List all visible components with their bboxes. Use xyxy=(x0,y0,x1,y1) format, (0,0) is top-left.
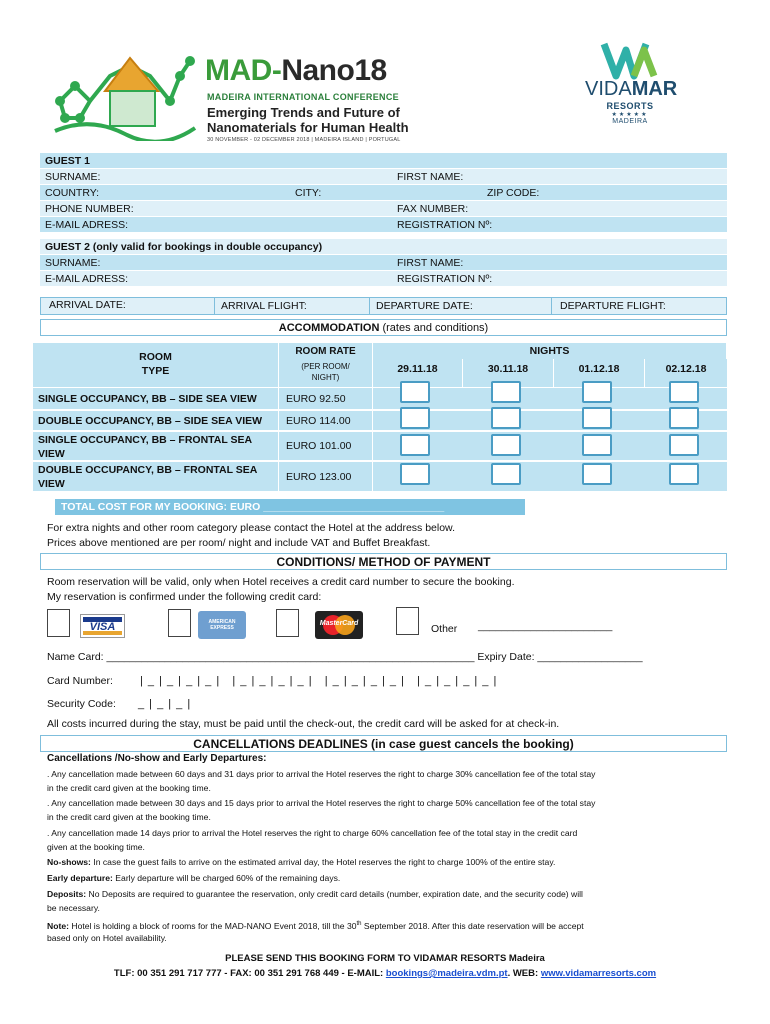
note-policy-cont: based only on Hotel availability. xyxy=(47,933,167,943)
guest2-email-row[interactable]: E-MAIL ADRESS: REGISTRATION Nº: xyxy=(40,271,727,287)
card-number-label: Card Number: xyxy=(47,675,113,687)
guest1-address-row[interactable]: COUNTRY: CITY: ZIP CODE: xyxy=(40,185,727,201)
night-checkbox[interactable] xyxy=(669,434,699,456)
payment-condition: Room reservation will be valid, only when Hotel receives a credit card number to secure the booking. xyxy=(47,576,515,588)
other-card-label: Other xyxy=(431,623,458,635)
nanostructure-house-icon xyxy=(50,46,200,141)
mastercard-checkbox[interactable] xyxy=(276,609,299,637)
card-number-field[interactable]: | _ | _ | _ | _ | | _ | _ | _ | _ | | _ | _ | _ | _ | | _ | _ | _ | _ | xyxy=(140,675,498,687)
name-card-field[interactable]: Name Card: _______________________________________________________________ Expiry Date: __________________ xyxy=(47,651,643,663)
cancellation-policy-3-cont: given at the booking time. xyxy=(47,842,145,852)
noshow-policy: No-shows: In case the guest fails to arrive on the estimated arrival day, the Hotel reserves the right to charge 100% of the entire stay. xyxy=(47,857,556,867)
night-checkbox[interactable] xyxy=(582,463,612,485)
security-code-label: Security Code: xyxy=(47,698,116,710)
other-card-field[interactable]: _______________________ xyxy=(478,620,613,632)
other-card-checkbox[interactable] xyxy=(396,607,419,635)
night-checkbox[interactable] xyxy=(582,381,612,403)
night-checkbox[interactable] xyxy=(669,407,699,429)
guest2-title: GUEST 2 (only valid for bookings in double occupancy) xyxy=(40,239,727,255)
total-cost-field[interactable]: TOTAL COST FOR MY BOOKING: EURO _______________________________ xyxy=(55,499,525,515)
conference-logo xyxy=(50,40,470,145)
conference-theme-line2: Nanomaterials for Human Health xyxy=(207,120,409,135)
night-checkbox[interactable] xyxy=(400,381,430,403)
guest1-name-row[interactable]: SURNAME: FIRST NAME: xyxy=(40,169,727,185)
room-row: SINGLE OCCUPANCY, BB – FRONTAL SEA VIEW EURO 101.00 xyxy=(33,431,727,460)
cancellation-policy-2: . Any cancellation made between 30 days and 15 days prior to arrival the Hotel reserves the right to charge 50% cancellation fee of the total stay xyxy=(47,798,596,808)
arrival-flight-label: ARRIVAL FLIGHT: xyxy=(214,298,307,314)
checkout-note: All costs incurred during the stay, must be paid until the check-out, the credit card will be asked for at check-in. xyxy=(47,718,560,730)
guest1-title: GUEST 1 xyxy=(40,153,727,169)
guest2-section xyxy=(40,239,727,289)
deposits-policy: Deposits: No Deposits are required to guarantee the reservation, only credit card details (number, expiration date, and the security code) will xyxy=(47,889,583,899)
cancellation-policy-3: . Any cancellation made 14 days prior to arrival the Hotel reserves the right to charge 60% cancellation fee of the total stay in the credit card xyxy=(47,828,578,838)
night-checkbox[interactable] xyxy=(491,407,521,429)
amex-checkbox[interactable] xyxy=(168,609,191,637)
night-checkbox[interactable] xyxy=(491,463,521,485)
cancellations-section-title: CANCELLATIONS DEADLINES (in case guest cancels the booking) xyxy=(40,735,727,752)
conference-subtitle: MADEIRA INTERNATIONAL CONFERENCE xyxy=(207,92,399,102)
night-checkbox[interactable] xyxy=(400,407,430,429)
room-row: SINGLE OCCUPANCY, BB – SIDE SEA VIEW EURO 92.50 xyxy=(33,387,727,409)
night-checkbox[interactable] xyxy=(400,463,430,485)
departure-date-label: DEPARTURE DATE: xyxy=(369,298,473,314)
guest2-name-row[interactable]: SURNAME: FIRST NAME: xyxy=(40,255,727,271)
early-departure-policy: Early departure: Early departure will be charged 60% of the remaining days. xyxy=(47,873,341,883)
night-checkbox[interactable] xyxy=(400,434,430,456)
conference-dates: 30 NOVEMBER - 02 DECEMBER 2018 | MADEIRA ISLAND | PORTUGAL xyxy=(207,137,401,143)
prices-note: Prices above mentioned are per room/ night and include VAT and Buffet Breakfast. xyxy=(47,537,431,549)
vidamar-logo: VIDAMAR RESORTS ★★★★★ MADEIRA xyxy=(585,40,675,140)
night-checkbox[interactable] xyxy=(669,463,699,485)
extra-nights-note: For extra nights and other room category please contact the Hotel at the address below. xyxy=(47,522,455,534)
security-code-field[interactable]: _ | _ | _ | xyxy=(138,698,192,710)
night-checkbox[interactable] xyxy=(582,434,612,456)
table-header: ROOM TYPE ROOM RATE (PER ROOM/ NIGHT) NIGHTS 29.11.18 30.11.18 01.12.18 02.12.18 xyxy=(33,343,727,387)
website-link[interactable]: www.vidamarresorts.com xyxy=(540,968,657,979)
deposits-policy-cont: be necessary. xyxy=(47,903,100,913)
guest1-section xyxy=(40,153,727,235)
room-row: DOUBLE OCCUPANCY, BB – FRONTAL SEA VIEW EURO 123.00 xyxy=(33,461,727,491)
departure-flight-label: DEPARTURE FLIGHT: xyxy=(551,298,666,314)
email-link[interactable]: bookings@madeira.vdm.pt xyxy=(385,968,508,979)
visa-checkbox[interactable] xyxy=(47,609,70,637)
footer-contact-line: TLF: 00 351 291 717 777 - FAX: 00 351 291 768 449 - E-MAIL: bookings@madeira.vdm.pt. WEB: www.vidamarresorts.com xyxy=(113,968,657,979)
night-checkbox[interactable] xyxy=(491,434,521,456)
visa-card-icon: VISA xyxy=(80,614,125,638)
payment-section-title: CONDITIONS/ METHOD OF PAYMENT xyxy=(40,553,727,570)
footer-send-line: PLEASE SEND THIS BOOKING FORM TO VIDAMAR RESORTS Madeira xyxy=(225,953,545,964)
travel-row[interactable] xyxy=(40,297,727,315)
guest1-email-row[interactable]: E-MAIL ADRESS: REGISTRATION Nº: xyxy=(40,217,727,233)
payment-confirmation: My reservation is confirmed under the following credit card: xyxy=(47,591,322,603)
note-policy: Note: Hotel is holding a block of rooms for the MAD-NANO Event 2018, till the 30th September 2018. After this date reservation will be accept xyxy=(47,920,584,931)
cancellation-policy-1-cont: in the credit card given at the booking time. xyxy=(47,783,211,793)
arrival-date-label: ARRIVAL DATE: xyxy=(49,299,126,311)
amex-card-icon: AMERICAN EXPRESS xyxy=(198,611,246,639)
cancellation-policy-1: . Any cancellation made between 60 days and 31 days prior to arrival the Hotel reserves the right to charge 30% cancellation fee of the total stay xyxy=(47,769,596,779)
guest1-phone-row[interactable]: PHONE NUMBER: FAX NUMBER: xyxy=(40,201,727,217)
night-checkbox[interactable] xyxy=(491,381,521,403)
mastercard-card-icon: MasterCard xyxy=(315,611,363,639)
cancellations-subtitle: Cancellations /No-show and Early Departures: xyxy=(47,753,267,764)
cancellation-policy-2-cont: in the credit card given at the booking time. xyxy=(47,812,211,822)
room-row: DOUBLE OCCUPANCY, BB – SIDE SEA VIEW EURO 114.00 xyxy=(33,410,727,430)
accommodation-title: ACCOMMODATION (rates and conditions) xyxy=(40,319,727,336)
night-checkbox[interactable] xyxy=(669,381,699,403)
vm-monogram-icon xyxy=(600,40,660,82)
conference-title: MAD-Nano18 xyxy=(205,54,387,87)
night-checkbox[interactable] xyxy=(582,407,612,429)
conference-theme-line1: Emerging Trends and Future of xyxy=(207,105,400,120)
